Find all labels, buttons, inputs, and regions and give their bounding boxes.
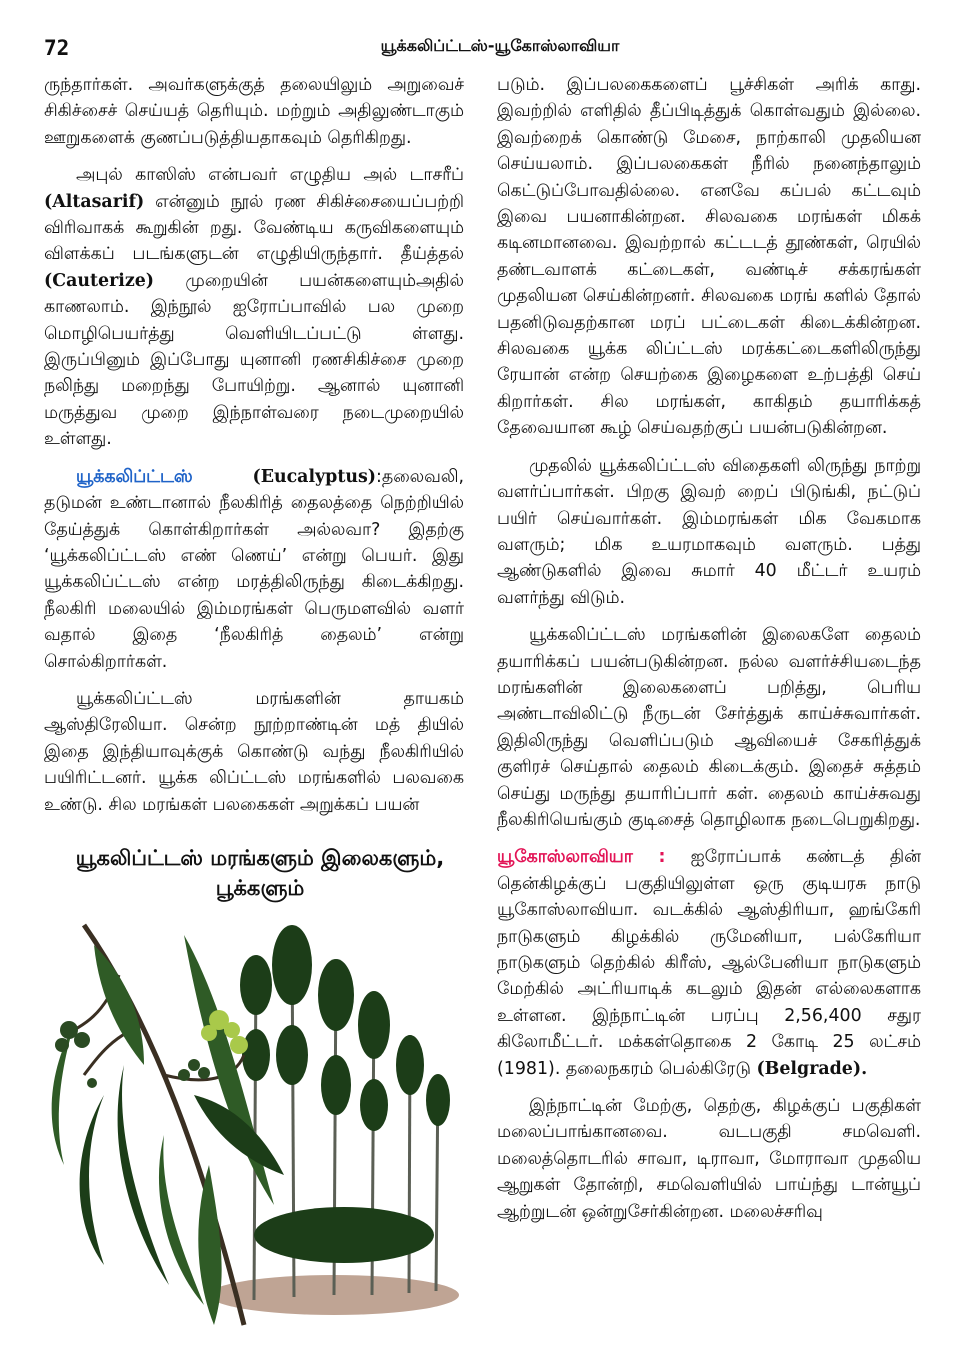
running-head: யூக்கலிப்ட்டஸ்-யூகோஸ்லாவியா: [380, 36, 620, 55]
paragraph-1: ருந்தார்கள். அவர்களுக்குத் தலையிலும் அறுவைச் சிகிச்சைச் செய்யத் தெரியும். மற்றும் அதிலுண்டாகும் ஊறுகளைக் குணப்படுத்தியதாகவும் தெரிகிறது.: [44, 75, 464, 148]
eucalyptus-illustration: [44, 905, 474, 1335]
paragraph-text: அபுல் காஸிஸ் என்பவர் எழுதிய அல் டாசரீப்: [76, 165, 464, 186]
paragraph-text: ஐரோப்பாக் கண்டத் தின் தென்கிழக்குப் பகுதியிலுள்ள ஒரு குடியரசு நாடு யூகோஸ்லாவியா. வடக்கில் ஆஸ்திரியா, ஹங்கேரி நாடுகளும் கிழக்கில் ருமேனியா, பல்கேரியா நாடுகளும் தெற்கில் கிரீஸ், ஆல்பேனியா நாடுகளும் மேற்கில் அட்ரியாடிக் கடலும் இதன் எல்லைகளாக உள்ளன. இந்நாட்டின் பரப்பு 2,56,400 சதுர கிலோமீட்டர். மக்கள்தொகை 2 கோடி 25 லட்சம் (1981). தலைநகரம் பெல்கிரேடு: [497, 847, 921, 1079]
latin-term: (Altasarif): [44, 191, 145, 212]
figure-caption: [60, 843, 460, 903]
paragraph-2: முதலில் யூக்கலிப்ட்டஸ் விதைகளி லிருந்து நாற்று வளர்ப்பார்கள். பிறகு இவற் றைப் பிடுங்கி, நட்டுப் பயிர் செய்வார்கள். இம்மரங்கள் மிக வேகமாக வளரும்; மிக உயரமாகவும் வளரும். பத்து ஆண்டுகளில் இவை சுமார் 40 மீட்டர் உயரம் வளர்ந்து விடும்.: [497, 455, 921, 608]
entry-heading: யூக்கலிப்ட்டஸ்: [76, 466, 193, 487]
caption-line: யூகலிப்ட்டஸ் மரங்களும் இலைகளும்,: [75, 846, 445, 870]
latin-term: (Cauterize): [44, 270, 155, 291]
paragraph-altasarif: [44, 162, 464, 452]
paragraph-text: முறையின் பயன்களையும்அதில் காணலாம். இந்நூல் ஐரோப்பாவில் பல முறை மொழிபெயர்த்து வெளியிடப்பட்டு ள்ளது. இருப்பினும் இப்போது யுனானி ரணசிகிச்சை முறை நலிந்து மறைந்து போயிற்று. ஆனால் யுனானி மருத்துவ முறை இந்நாள்வரை நடைமுறையில் உள்ளது.: [44, 270, 464, 450]
latin-term: (Belgrade).: [756, 1058, 868, 1079]
paragraph-3: யூக்கலிப்ட்டஸ் மரங்களின் இலைகளே தைலம் தயாரிக்கப் பயன்படுகின்றன. நல்ல வளர்ச்சியடைந்த மரங்களின் இலைகளைப் பறித்து, பெரிய அண்டாவிலிட்டு நீருடன் சேர்த்துக் காய்ச்சுவார்கள். இதிலிருந்து வெளிப்படும் ஆவியைச் சேகரித்துக் குளிரச் செய்தால் தைலம் கிடைக்கும். இதைச் சுத்தம் செய்து மருந்து தயாரிப்பார் கள். தைலம் காய்ச்சுவது நீலகிரியெங்கும் குடிசைத் தொழிலாக நடைபெறுகிறது.: [497, 625, 921, 830]
page-number: 72: [44, 36, 70, 60]
right-column: [497, 72, 921, 1236]
left-column: [44, 72, 464, 829]
paragraph-4: யூக்கலிப்ட்டஸ் மரங்களின் தாயகம் ஆஸ்திரேலியா. சென்ற நூற்றாண்டின் மத் தியில் இதை இந்தியாவுக்குக் கொண்டு வந்து நீலகிரியில் பயிரிட்டனர். யூக்க லிப்ட்டஸ் மரங்களில் பலவகை உண்டு. சில மரங்கள் பலகைகள் அறுக்கப் பயன்: [44, 688, 464, 815]
paragraph-5: இந்நாட்டின் மேற்கு, தெற்கு, கிழக்குப் பகுதிகள் மலைப்பாங்கானவை. வடபகுதி சமவெளி. மலைத்தொடரில் சாவா, டிராவா, மோராவா முதலிய ஆறுகள் தோன்றி, சமவெளியில் பாய்ந்து டான்யூப் ஆற்றுடன் ஒன்றுசேர்கின்றன. மலைச்சரிவு: [497, 1096, 921, 1222]
latin-term: (Eucalyptus): [252, 466, 377, 487]
paragraph-1: படும். இப்பலகைகளைப் பூச்சிகள் அரிக் காது. இவற்றில் எளிதில் தீப்பிடித்துக் கொள்வதும் இல்லை. இவற்றைக் கொண்டு மேசை, நாற்காலி முதலியன செய்யலாம். இப்பலகைகள் நீரில் நனைந்தாலும் கெட்டுப்போவதில்லை. எனவே கப்பல் கட்டவும் இவை பயனாகின்றன. சிலவகை மரங்கள் மிகக் கடினமானவை. இவற்றால் கட்டடத் தூண்கள், ரெயில் தண்டவாளக் கட்டைகள், வண்டிச் சக்கரங்கள் முதலியன செய்கின்றனர். சிலவகை மரங் களில் தோல் பதனிடுவதற்கான மரப் பட்டைகள் கிடைக்கின்றன. சிலவகை யூக்க லிப்ட்டஸ் மரக்கட்டைகளிலிருந்து ரேயான் என்ற செயற்கை இழைகளை உற்பத்தி செய் கிறார்கள். சில மரங்கள், காகிதம் தயாரிக்கத் தேவையான கூழ் செய்வதற்குப் பயன்படுகின்றன.: [497, 75, 921, 439]
paragraph-text: :தலைவலி, தடுமன் உண்டானால் நீலகிரித் தைலத்தை நெற்றியில் தேய்த்துக் கொள்கிறார்கள் அல்லவா? இதற்கு ‘யூக்கலிப்ட்டஸ் எண் ணெய்’ என்று பெயர். இது யூக்கலிப்ட்டஸ் என்ற மரத்திலிருந்து கிடைக்கிறது. நீலகிரி மலையில் இம்மரங்கள் பெருமளவில் வளர் வதால் இதை ‘நீலகிரித் தைலம்’ என்று சொல்கிறார்கள்.: [44, 466, 464, 672]
entry-eucalyptus: [44, 464, 464, 675]
caption-line: பூக்களும்: [215, 876, 305, 900]
entry-heading: யூகோஸ்லாவியா :: [497, 847, 666, 868]
paragraph-text: என்னும் நூல் ரண சிகிச்சையைப்பற்றி விரிவாகக் கூறுகின் றது. வேண்டிய கருவிகளையும் விளக்கப் படங்களுடன் எழுதியிருந்தார். தீய்த்தல்: [44, 191, 464, 265]
entry-yugoslavia: [497, 844, 921, 1082]
